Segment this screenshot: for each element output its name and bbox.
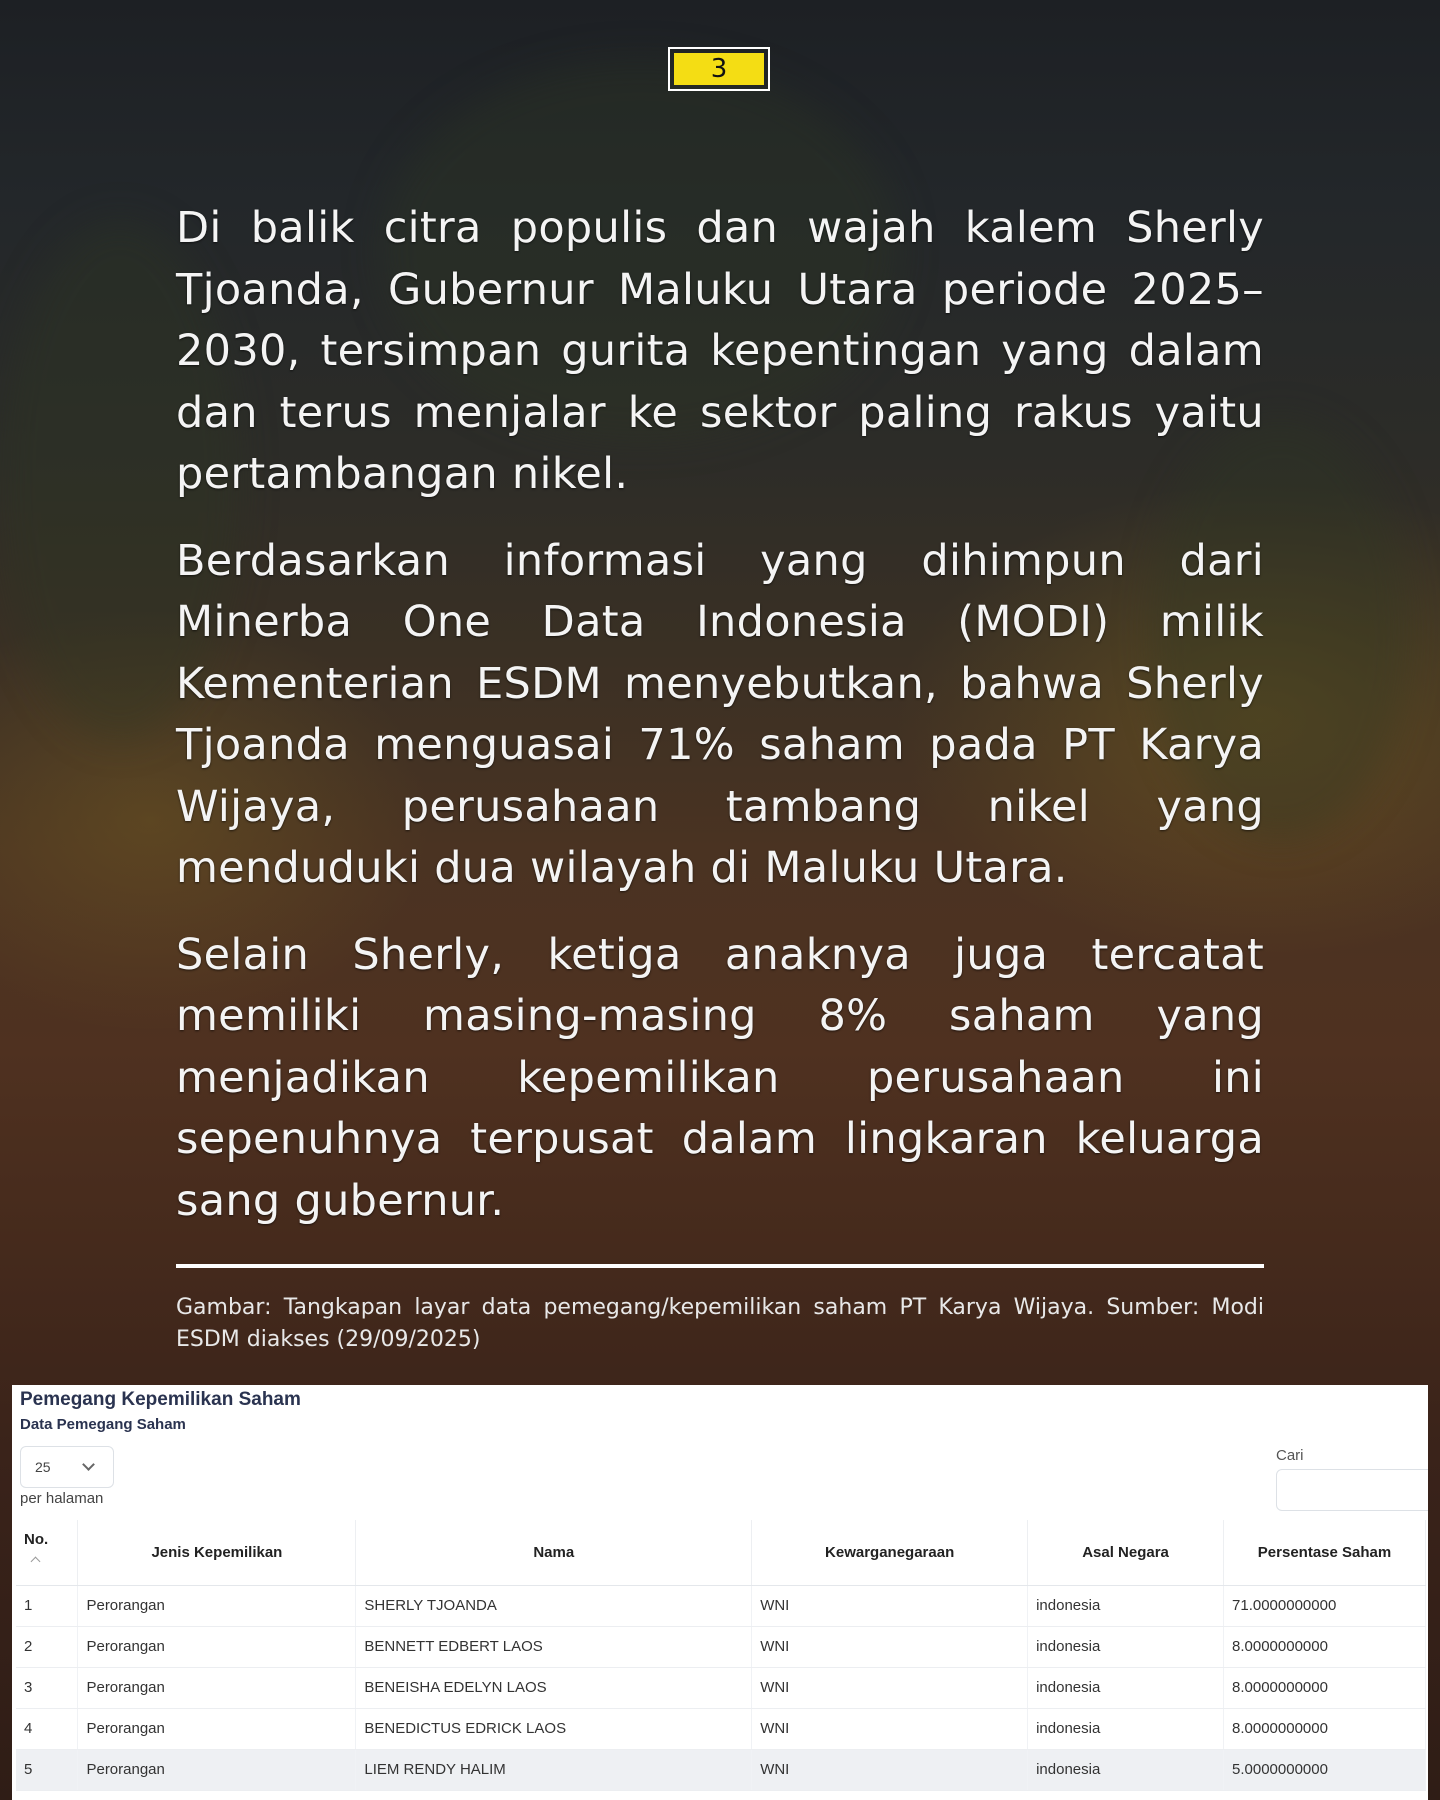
- column-header-nama[interactable]: Nama: [356, 1520, 752, 1585]
- sort-up-icon: [31, 1557, 41, 1567]
- shareholder-table: [16, 1520, 1426, 1791]
- cell-asal-negara: indonesia: [1028, 1667, 1224, 1708]
- table-row: [16, 1708, 1426, 1749]
- cell-no: 5: [16, 1749, 78, 1790]
- cell-no: 1: [16, 1585, 78, 1626]
- per-page-label: per halaman: [20, 1490, 104, 1507]
- cell-persentase: 8.0000000000: [1224, 1626, 1426, 1667]
- cell-jenis: Perorangan: [78, 1585, 356, 1626]
- article-body: [176, 198, 1264, 1257]
- cell-nama: LIEM RENDY HALIM: [356, 1749, 752, 1790]
- divider: [176, 1264, 1264, 1268]
- cell-nama: BENNETT EDBERT LAOS: [356, 1626, 752, 1667]
- page-size-value: 25: [35, 1459, 51, 1475]
- panel-title: Pemegang Kepemilikan Saham: [20, 1389, 301, 1410]
- cell-kewarganegaraan: WNI: [752, 1585, 1028, 1626]
- column-header-no[interactable]: No.: [16, 1520, 78, 1585]
- table-row: [16, 1667, 1426, 1708]
- cell-persentase: 5.0000000000: [1224, 1749, 1426, 1790]
- search-input[interactable]: [1276, 1469, 1428, 1511]
- cell-asal-negara: indonesia: [1028, 1626, 1224, 1667]
- image-caption: Gambar: Tangkapan layar data pemegang/kepemilikan saham PT Karya Wijaya. Sumber: Modi ESDM diakses (29/09/2025): [176, 1295, 1264, 1352]
- cell-jenis: Perorangan: [78, 1708, 356, 1749]
- article-paragraph: Selain Sherly, ketiga anaknya juga tercatat memiliki masing-masing 8% saham yang menjadikan kepemilikan perusahaan ini sepenuhnya terpusat dalam lingkaran keluarga sang gubernur.: [176, 929, 1264, 1226]
- cell-persentase: 71.0000000000: [1224, 1585, 1426, 1626]
- cell-no: 4: [16, 1708, 78, 1749]
- chevron-down-icon: [82, 1458, 95, 1471]
- cell-kewarganegaraan: WNI: [752, 1626, 1028, 1667]
- cell-jenis: Perorangan: [78, 1667, 356, 1708]
- shareholder-panel: [12, 1385, 1428, 1800]
- panel-subtitle: Data Pemegang Saham: [20, 1416, 186, 1433]
- table-header-row: [16, 1520, 1426, 1585]
- cell-no: 2: [16, 1626, 78, 1667]
- page-number-badge: [668, 47, 770, 91]
- table-row: [16, 1749, 1426, 1790]
- search-label: Cari: [1276, 1447, 1304, 1464]
- column-header-persentase[interactable]: Persentase Saham: [1224, 1520, 1426, 1585]
- page-number: 3: [674, 53, 764, 85]
- cell-kewarganegaraan: WNI: [752, 1708, 1028, 1749]
- cell-asal-negara: indonesia: [1028, 1749, 1224, 1790]
- table-row: [16, 1585, 1426, 1626]
- page-size-select[interactable]: [20, 1446, 114, 1488]
- cell-persentase: 8.0000000000: [1224, 1708, 1426, 1749]
- cell-nama: SHERLY TJOANDA: [356, 1585, 752, 1626]
- cell-kewarganegaraan: WNI: [752, 1667, 1028, 1708]
- cell-kewarganegaraan: WNI: [752, 1749, 1028, 1790]
- cell-asal-negara: indonesia: [1028, 1708, 1224, 1749]
- cell-jenis: Perorangan: [78, 1749, 356, 1790]
- cell-no: 3: [16, 1667, 78, 1708]
- cell-jenis: Perorangan: [78, 1626, 356, 1667]
- cell-nama: BENEISHA EDELYN LAOS: [356, 1667, 752, 1708]
- cell-nama: BENEDICTUS EDRICK LAOS: [356, 1708, 752, 1749]
- column-header-jenis[interactable]: Jenis Kepemilikan: [78, 1520, 356, 1585]
- cell-persentase: 8.0000000000: [1224, 1667, 1426, 1708]
- cell-asal-negara: indonesia: [1028, 1585, 1224, 1626]
- column-header-asal-negara[interactable]: Asal Negara: [1028, 1520, 1224, 1585]
- table-row: [16, 1626, 1426, 1667]
- article-paragraph: Berdasarkan informasi yang dihimpun dari Minerba One Data Indonesia (MODI) milik Kementerian ESDM menyebutkan, bahwa Sherly Tjoanda menguasai 71% saham pada PT Karya Wijaya, perusahaan tambang nikel yang menduduki dua wilayah di Maluku Utara.: [176, 535, 1264, 893]
- column-header-kewarganegaraan[interactable]: Kewarganegaraan: [752, 1520, 1028, 1585]
- article-paragraph: Di balik citra populis dan wajah kalem Sherly Tjoanda, Gubernur Maluku Utara periode 2025–2030, tersimpan gurita kepentingan yang dalam dan terus menjalar ke sektor paling rakus yaitu pertambangan nikel.: [176, 203, 1264, 499]
